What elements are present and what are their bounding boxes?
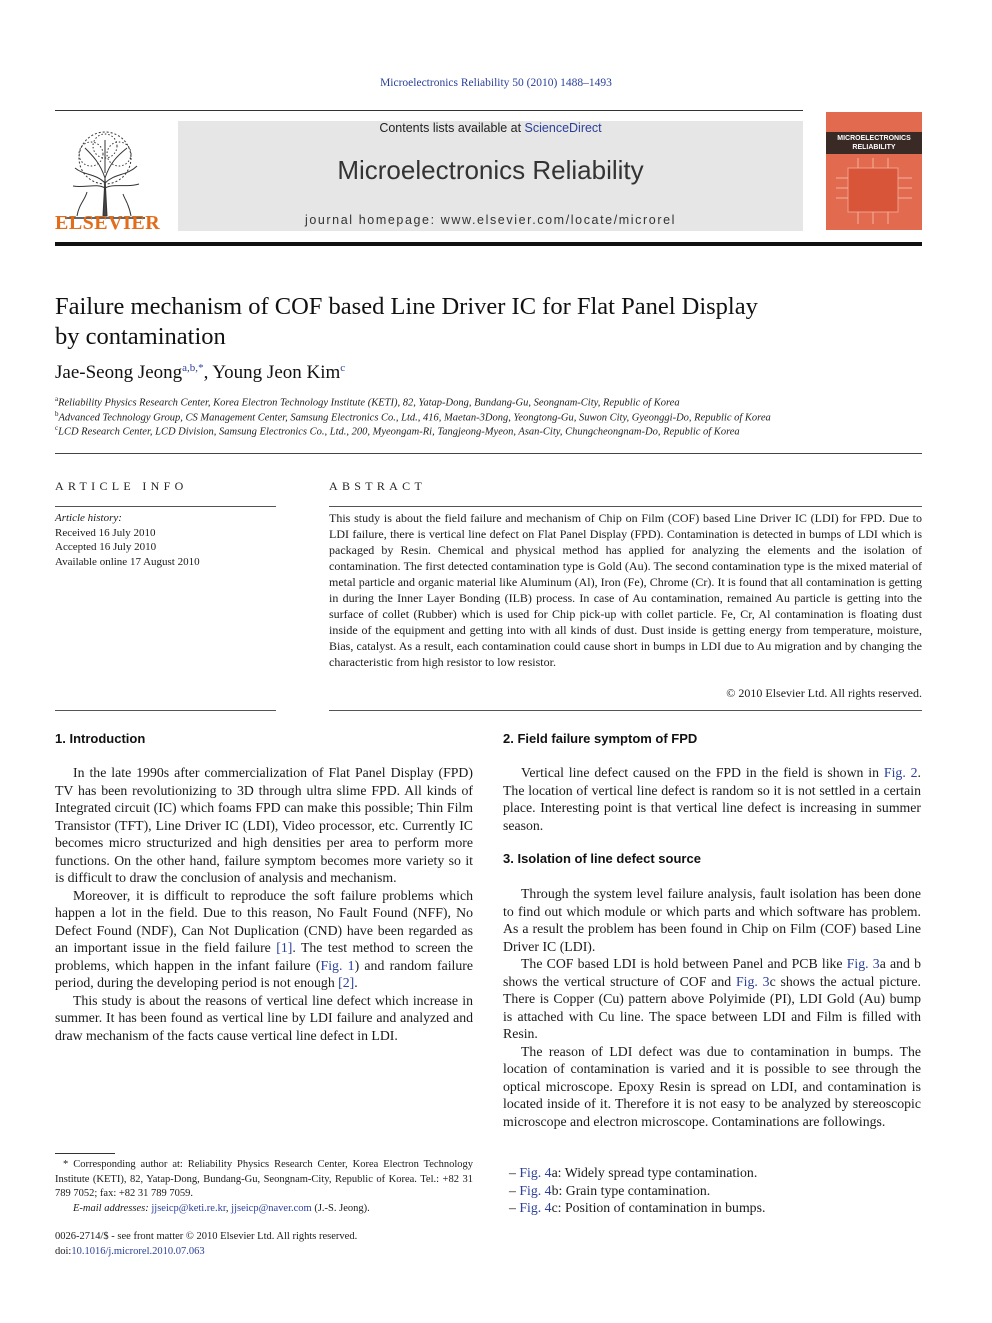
author-2: Young Jeon Kim <box>212 362 341 383</box>
fig-4-link[interactable]: Fig. 4 <box>519 1200 552 1215</box>
text-run: . The location of vertical line defect is random so it is not settled in a certain place. Interesting point is that vertical line defect is increasing in summer season. <box>503 765 921 833</box>
list-item <box>503 1182 921 1200</box>
sec2-paragraph-1 <box>503 764 921 834</box>
page-footer <box>55 1230 473 1259</box>
sec3-paragraph-2 <box>503 955 921 1043</box>
journal-homepage[interactable]: journal homepage: www.elsevier.com/locate/microrel <box>304 213 677 227</box>
text-run: a and b shows the vertical structure of COF and <box>503 956 921 989</box>
list-text: b: Grain type contamination. <box>551 1182 711 1198</box>
footnote-emails <box>55 1202 473 1217</box>
author-sep: , <box>203 362 213 383</box>
article-title <box>55 292 855 352</box>
footnote-corr <box>55 1158 473 1202</box>
affiliation-a <box>55 395 680 409</box>
history-label: Article history: <box>55 512 122 524</box>
affiliation-c <box>55 424 740 438</box>
email-link-keti[interactable]: jjseicp@keti.re.kr <box>151 1202 226 1214</box>
header-rule <box>55 110 803 111</box>
email-tail: (J.-S. Jeong). <box>311 1202 370 1214</box>
intro-paragraph-1: In the late 1990s after commercialization of Flat Panel Display (FPD) TV has been revolutionizing to 3D through ultra slime FPD. All kinds of Integrated circuit (IC) which foams FPD can make this possible; Thin Film Transistor (TFT), Line Driver IC (LDI), Video processor, etc. Currently IC becomes micro structurized and high densities per area to perform more functions. On the other hand, failure symptom becomes more variety so it is difficult to draw the conclusion of analysis and mechanism. <box>55 765 473 885</box>
publisher-wordmark: ELSEVIER <box>55 212 161 234</box>
corresponding-author-footnote <box>55 1158 473 1216</box>
author-list <box>55 362 345 384</box>
right-column-section-3 <box>503 885 921 1130</box>
info-rule-top <box>55 506 276 507</box>
author-1-affil-marks[interactable]: a,b, <box>182 362 199 374</box>
author-2-affil[interactable]: c <box>340 362 346 374</box>
list-item <box>503 1199 921 1217</box>
affil-mark: b <box>55 410 59 418</box>
article-info-heading: ARTICLE INFO <box>55 479 188 493</box>
journal-reference[interactable]: Microelectronics Reliability 50 (2010) 1488–1493 <box>380 77 612 89</box>
text-run: Moreover, it is difficult to reproduce the soft failure problems which happen a lot in the field. Due to this reason, No Fault Found (NFF), No Defect Found (NDF), Can Not Duplication (CND) have been regarded as an important issue in the field failure <box>55 887 473 955</box>
cover-chip-graphic-icon <box>826 158 922 230</box>
sciencedirect-link[interactable]: ScienceDirect <box>524 121 602 135</box>
journal-title: Microelectronics Reliability <box>337 155 644 185</box>
list-item <box>503 1164 921 1182</box>
affiliation-rule <box>55 453 922 454</box>
doi-line <box>55 1245 473 1260</box>
affil-mark: a <box>55 395 59 403</box>
cover-title-line2: RELIABILITY <box>852 144 896 151</box>
fig-4-link[interactable]: Fig. 4 <box>519 1165 552 1180</box>
contents-line <box>178 121 803 135</box>
email-sep: , <box>225 1202 232 1214</box>
author-1-affil[interactable] <box>182 362 203 374</box>
title-line2: by contamination <box>55 323 226 350</box>
accepted-date: Accepted 16 July 2010 <box>55 541 157 553</box>
text-run: ) and random failure period, during the developing period is not enough <box>55 957 474 990</box>
doi-label: doi: <box>55 1245 72 1257</box>
doi-link[interactable]: 10.1016/j.microrel.2010.07.063 <box>71 1245 205 1257</box>
email-label: E-mail addresses: <box>73 1202 149 1214</box>
info-rule-bottom <box>55 710 276 711</box>
sec3-paragraph-3: The reason of LDI defect was due to contamination in bumps. The location of contamination is varied and it is possible to see through the optical microscope. Epoxy Resin is spread on LDI, and contamination is located inside of it. Therefore it is not easy to be analyzed by stereoscopic microscope and electron microscope. Contaminations are followings. <box>503 1043 921 1129</box>
footnote-text: Corresponding author at: Reliability Physics Research Center, Korea Electron Technology Institute (KETI), 82, Yatap-Dong, Bundang-Gu, Seongnam-City, Republic of Korea. Tel.: +82 31 789 7052; fax: +82 31 789 7059. <box>55 1159 473 1199</box>
sec3-paragraph-1: Through the system level failure analysis, fault isolation has been done to find out which module or which parts and which software has problem. As a result the problem has been found in Chip on Film (COF) based Line Driver IC (LDI). <box>503 886 921 954</box>
abstract-heading: ABSTRACT <box>329 479 427 493</box>
email-link-naver[interactable]: jjseicp@naver.com <box>231 1202 312 1214</box>
affil-text: Reliability Physics Research Center, Korea Electron Technology Institute (KETI), 82, Yatap-Dong, Bundang-Gu, Seongnam-City, Republic of Korea <box>58 397 680 409</box>
online-date: Available online 17 August 2010 <box>55 555 200 568</box>
ref-link-1[interactable]: [1] <box>276 940 293 955</box>
affil-mark: c <box>55 424 59 432</box>
section-heading-field-failure: 2. Field failure symptom of FPD <box>503 731 698 746</box>
list-dash: – <box>509 1165 520 1180</box>
text-run: The COF based LDI is hold between Panel and PCB like <box>521 956 847 971</box>
fig-3-link[interactable]: Fig. 3 <box>735 973 770 989</box>
affil-text: Advanced Technology Group, CS Management Center, Samsung Electronics Co., Ltd., 416, Maetan-3Dong, Yeongtong-Gu, Suwon City, Gyeonggi-Do, Republic of Korea <box>58 412 771 424</box>
footnote-star: * <box>63 1159 69 1170</box>
fig-1-link[interactable]: Fig. 1 <box>320 957 355 973</box>
text-run: Vertical line defect caused on the FPD in the field is shown in <box>521 765 884 780</box>
article-history <box>55 511 276 569</box>
intro-paragraph-2 <box>55 887 473 992</box>
ref-link-2[interactable]: [2] <box>338 975 355 990</box>
intro-paragraph-3: This study is about the reasons of vertical line defect which increase in summer. It has been found as vertical line by LDI failure and analyzed and draw mechanism of the facts cause vertical line defect in LDI. <box>55 992 473 1043</box>
abstract-copyright: © 2010 Elsevier Ltd. All rights reserved. <box>726 686 922 700</box>
fig-4-link[interactable]: Fig. 4 <box>519 1182 552 1198</box>
text-run: . The test method to screen the problems, which happen in the infant failure ( <box>55 940 473 973</box>
affiliation-b <box>55 410 771 424</box>
journal-cover-thumbnail[interactable] <box>826 112 922 230</box>
section-heading-introduction: 1. Introduction <box>55 731 146 746</box>
title-line1: Failure mechanism of COF based Line Driver IC for Flat Panel Display <box>55 293 758 320</box>
issn-line: 0026-2714/$ - see front matter © 2010 Elsevier Ltd. All rights reserved. <box>55 1231 358 1242</box>
list-dash: – <box>509 1200 520 1215</box>
affil-text: LCD Research Center, LCD Division, Samsung Electronics Co., Ltd., 200, Myeongam-Ri, Tangjeong-Myeon, Asan-City, Chungcheongnam-Do, Republic of Korea <box>58 426 740 438</box>
footnote-rule <box>55 1153 115 1154</box>
section-heading-isolation: 3. Isolation of line defect source <box>503 851 701 866</box>
fig-3-link[interactable]: Fig. 3 <box>846 956 880 971</box>
cover-title-line1: MICROELECTRONICS <box>837 135 911 142</box>
fig-2-link[interactable]: Fig. 2 <box>883 765 918 780</box>
contamination-figure-list <box>503 1164 921 1217</box>
cover-title <box>826 132 922 154</box>
text-run: . <box>354 975 358 990</box>
list-dash: – <box>509 1182 520 1198</box>
author-1-star[interactable]: * <box>198 362 204 374</box>
list-text: a: Widely spread type contamination. <box>551 1165 758 1180</box>
header-thick-rule <box>55 242 922 246</box>
abstract-rule-top <box>329 506 922 507</box>
text-run: c shows the actual picture. There is Copper (Cu) pattern above Polyimide (PI), LDI Gold (Au) bump is attached with Cu line. The space between LDI and Film is filled with Resin. <box>503 973 922 1041</box>
received-date: Received 16 July 2010 <box>55 526 156 539</box>
list-text: c: Position of contamination in bumps. <box>551 1200 766 1215</box>
left-column <box>55 764 473 1044</box>
abstract-rule-bottom <box>329 710 922 711</box>
abstract-body: This study is about the field failure and mechanism of Chip on Film (COF) based Line Driver IC (LDI) for FPD. Due to LDI failure, there is vertical line defect on Flat Panel Display (FPD). Contamination is detected in bumps of LDI which is packaged by Resin. Chemical and physical method has applied for analyzing the elements and the isolation of contamination. The first detected contamination type is Gold (Au). The second contamination type is the mixed material of metal particle and organic material like Aluminum (Al), Iron (Fe), Chrome (Cr). It is found that all contamination is getting in during the Inner Layer Bonding (ILB) process. In case of Au contamination, remained Au particle is getting into the surface of collet (Rubber) which is used for Chip pick-up with collet particle. Fe, Cr, Al contamination is floating dust inside of the equipment and getting into with all kinds of dust. Dust inside is getting energy from temperature, moisture, Bias, catalyst. As a result, each contamination could cause short in bumps in LDI due to Au migration and by changing the characteristic from high resistor to low resistor. <box>329 511 922 669</box>
author-1: Jae-Seong Jeong <box>55 362 183 383</box>
contents-prefix: Contents lists available at <box>379 121 525 135</box>
right-column-section-2 <box>503 764 921 834</box>
